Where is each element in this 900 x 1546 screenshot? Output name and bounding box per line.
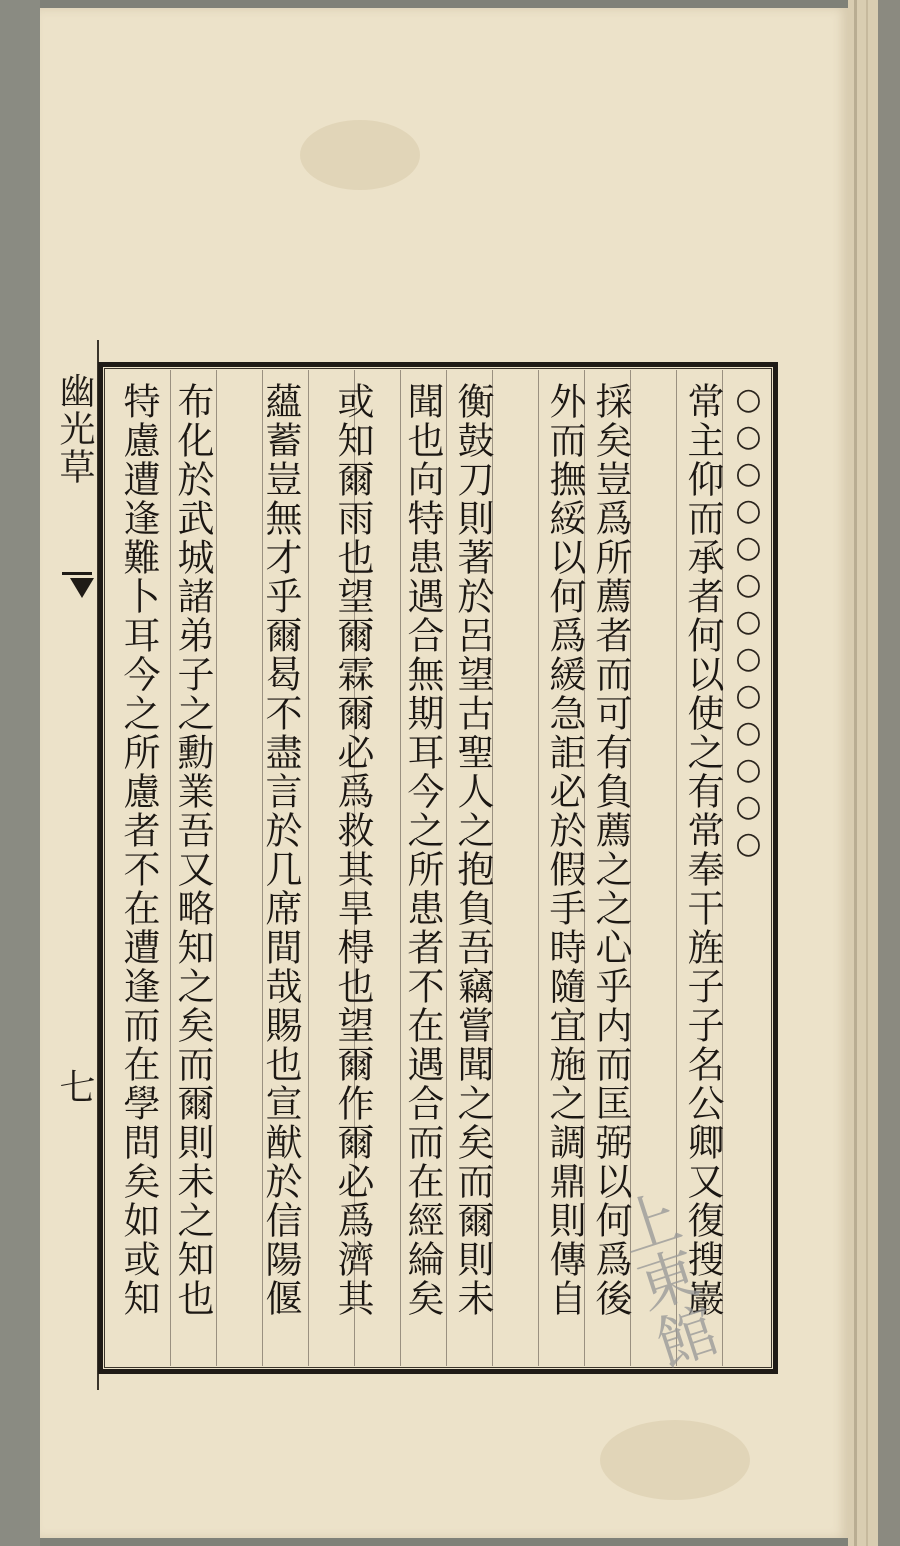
paper-stain xyxy=(300,120,420,190)
adjacent-page-edge xyxy=(848,0,900,1546)
text-column-9: 特慮遭逢難卜耳今之所慮者不在遭逢而在學問矣如或知 xyxy=(117,382,160,1318)
seal-characters: 上東館 xyxy=(601,1183,725,1377)
text-column-3: 外而撫綏以何爲緩急詎必於假手時隨宜施之調鼎則傳自 xyxy=(543,382,586,1318)
text-column-marks: ○○○○○○○○○○○○○ xyxy=(731,382,766,863)
column-rule xyxy=(308,370,309,1366)
fish-tail-icon xyxy=(70,578,94,598)
book-binding-left xyxy=(0,0,40,1546)
text-column-5: 聞也向特患遇合無期耳今之所患者不在遇合而在經綸矣 xyxy=(401,382,444,1318)
page-number: 七 xyxy=(54,1068,95,1104)
column-rule xyxy=(216,370,217,1366)
text-column-4: 衡鼓刀則著於呂望古聖人之抱負吾竊嘗聞之矣而爾則未 xyxy=(451,382,494,1318)
text-column-6: 或知爾雨也望爾霖爾必爲救其旱棏也望爾作爾必爲濟其 xyxy=(331,382,374,1318)
text-column-8: 布化於武城諸弟子之勳業吾又略知之矣而爾則未之知也 xyxy=(171,382,214,1318)
text-column-7: 蘊蓄豈無才乎爾曷不盡言於几席間哉賜也宣猷於信陽偃 xyxy=(259,382,302,1318)
column-rule xyxy=(538,370,539,1366)
text-column-1: 常主仰而承者何以使之有常奉干旌子子名公卿又復搜巖 xyxy=(681,382,724,1318)
text-column-2: 採矣豈爲所薦者而可有負薦之之心乎内而匡弼以何爲後 xyxy=(589,382,632,1318)
library-seal-stamp xyxy=(601,1150,840,1450)
column-rule xyxy=(446,370,447,1366)
margin-title: 幽光草 xyxy=(54,372,95,486)
